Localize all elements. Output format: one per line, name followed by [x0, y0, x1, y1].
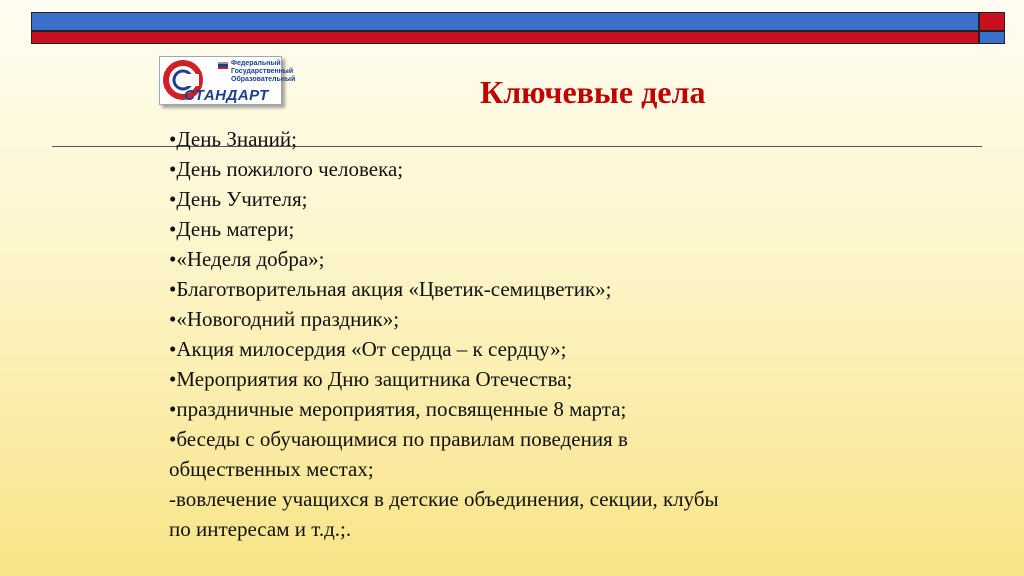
- list-item: -вовлечение учащихся в детские объединения, секции, клубы: [169, 487, 719, 511]
- list-item: •праздничные мероприятия, посвященные 8 марта;: [169, 397, 627, 421]
- logo-wordmark: СТАНДАРТ: [184, 87, 269, 104]
- list-item: общественных местах;: [169, 457, 374, 481]
- russian-flag-icon: [218, 62, 228, 69]
- fgos-logo: [159, 56, 296, 105]
- list-item: по интересам и т.д.;.: [169, 517, 352, 541]
- header-red-bar: [31, 31, 979, 44]
- header-blue-bar: [31, 12, 979, 31]
- logo-line-2: Государственный: [231, 68, 294, 75]
- slide-title: Ключевые дела: [480, 74, 706, 110]
- logo-line-3: Образовательный: [231, 76, 296, 83]
- list-item: •Мероприятия ко Дню защитника Отечества;: [169, 367, 573, 391]
- header-red-square: [979, 12, 1005, 31]
- key-events-list: [169, 124, 869, 544]
- header-blue-square: [979, 31, 1005, 44]
- list-item: •«Новогодний праздник»;: [169, 307, 400, 331]
- list-item: •День пожилого человека;: [169, 157, 404, 181]
- list-item: •День матери;: [169, 217, 295, 241]
- logo-line-1: Федеральный: [231, 60, 281, 67]
- list-item: •Акция милосердия «От сердца – к сердцу»;: [169, 337, 567, 361]
- list-item: •«Неделя добра»;: [169, 247, 325, 271]
- list-item: •День Знаний;: [169, 127, 297, 151]
- list-item: •День Учителя;: [169, 187, 308, 211]
- list-item: •беседы с обучающимися по правилам поведения в: [169, 427, 628, 451]
- list-item: •Благотворительная акция «Цветик-семицветик»;: [169, 277, 612, 301]
